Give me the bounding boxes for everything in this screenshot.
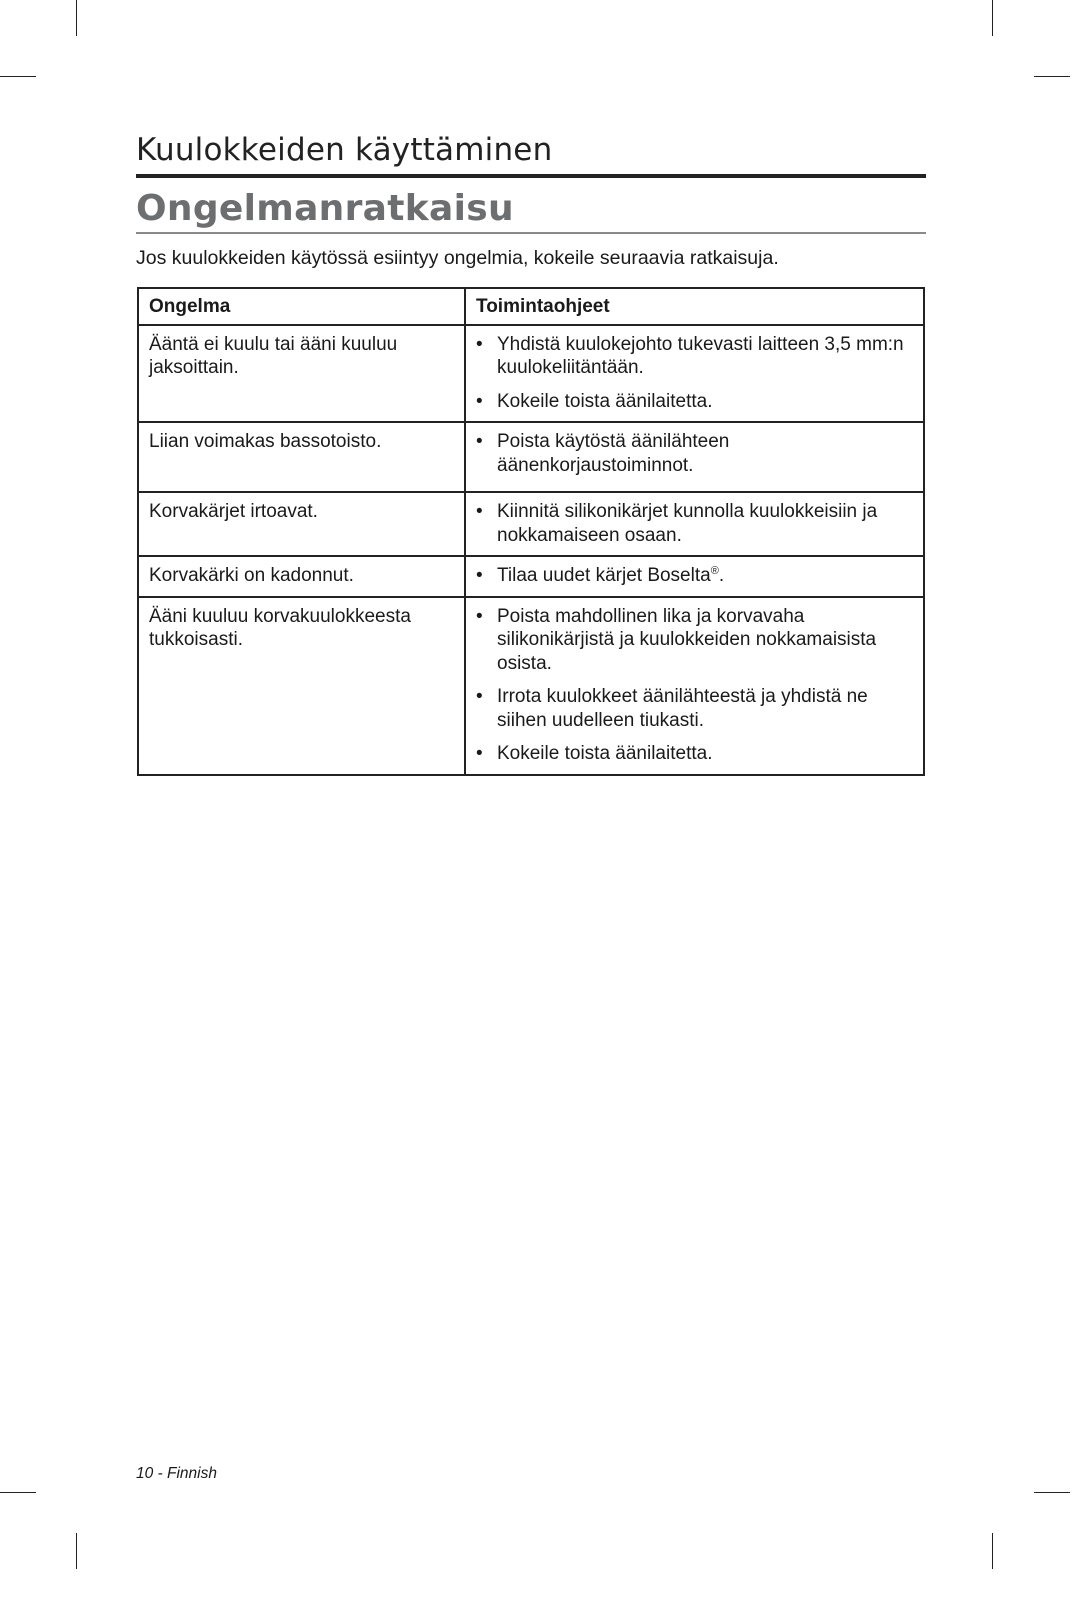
registered-mark: ® — [710, 565, 719, 577]
bullet-icon: • — [476, 501, 483, 522]
action-item: • Irrota kuulokkeet äänilähteestä ja yhdistä ne siihen uudelleen tiukasti. — [476, 686, 868, 731]
troubleshooting-table — [137, 287, 925, 776]
problem-cell: Ääni kuuluu korvakuulokkeesta tukkoisasti. — [138, 597, 465, 775]
table-row — [138, 325, 924, 423]
column-header-problem: Ongelma — [138, 288, 465, 325]
actions-cell — [465, 325, 924, 423]
action-item: • Kokeile toista äänilaitetta. — [476, 743, 713, 764]
problem-cell: Ääntä ei kuulu tai ääni kuuluu jaksoittain. — [138, 325, 465, 423]
bullet-icon: • — [476, 605, 483, 627]
crop-mark-top-right — [992, 0, 993, 36]
column-header-actions: Toimintaohjeet — [465, 288, 924, 325]
problem-cell: Liian voimakas bassotoisto. — [138, 422, 465, 492]
crop-mark-top-left — [76, 0, 77, 36]
bullet-icon: • — [476, 431, 483, 452]
bullet-icon: • — [476, 333, 483, 355]
bullet-icon: • — [476, 743, 483, 764]
crop-mark-top-right-h — [1034, 76, 1070, 77]
problem-cell: Korvakärki on kadonnut. — [138, 556, 465, 597]
bullet-icon: • — [476, 686, 483, 707]
bullet-icon: • — [476, 565, 483, 586]
page-title: Ongelmanratkaisu — [136, 188, 514, 229]
crop-mark-bottom-right — [992, 1533, 993, 1569]
title-rule — [136, 232, 926, 234]
table-row — [138, 556, 924, 597]
crop-mark-top-left-h — [0, 76, 36, 77]
action-item: • Poista käytöstä äänilähteen äänenkorjaustoiminnot. — [476, 431, 730, 476]
actions-cell — [465, 492, 924, 556]
crop-mark-bottom-right-h — [1034, 1492, 1070, 1493]
table-row — [138, 597, 924, 775]
actions-cell — [465, 556, 924, 597]
action-item: • Kiinnitä silikonikärjet kunnolla kuulokkeisiin ja nokkamaiseen osaan. — [476, 501, 878, 546]
action-item: • Yhdistä kuulokejohto tukevasti laitteen 3,5 mm:n kuulokeliitäntään. — [476, 333, 904, 378]
page-footer: 10 - Finnish — [136, 1465, 217, 1482]
crop-mark-bottom-left-h — [0, 1492, 36, 1493]
bullet-icon: • — [476, 390, 483, 412]
actions-cell — [465, 422, 924, 492]
action-item: • Tilaa uudet kärjet Boselta®. — [476, 565, 725, 586]
table-row — [138, 422, 924, 492]
action-item: • Kokeile toista äänilaitetta. — [476, 390, 713, 412]
table-header-row — [138, 288, 924, 325]
table-row — [138, 492, 924, 556]
crop-mark-bottom-left — [76, 1533, 77, 1569]
section-title: Kuulokkeiden käyttäminen — [136, 132, 553, 168]
actions-cell — [465, 597, 924, 775]
action-item: • Poista mahdollinen lika ja korvavaha silikonikärjistä ja kuulokkeiden nokkamaisista osista. — [476, 605, 877, 674]
problem-cell: Korvakärjet irtoavat. — [138, 492, 465, 556]
intro-text: Jos kuulokkeiden käytössä esiintyy ongelmia, kokeile seuraavia ratkaisuja. — [136, 247, 779, 269]
section-rule — [136, 174, 926, 178]
